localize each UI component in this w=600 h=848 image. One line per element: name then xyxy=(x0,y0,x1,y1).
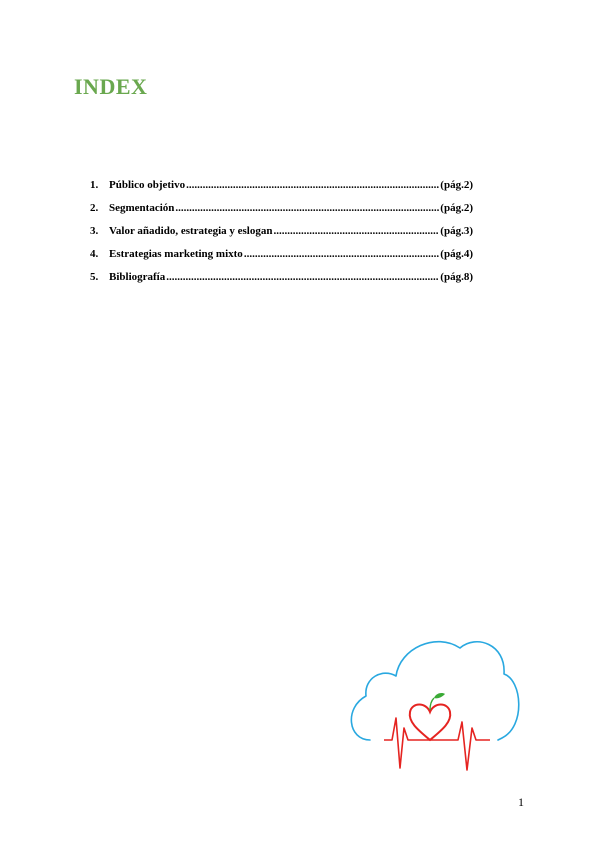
toc-item-3 xyxy=(90,226,473,249)
toc-item-4 xyxy=(90,249,473,272)
leaf-icon xyxy=(434,693,445,698)
toc-page-ref: (pág.2) xyxy=(440,202,473,214)
page-number: 1 xyxy=(518,795,524,809)
toc-item-2 xyxy=(90,203,473,226)
toc-page-ref: (pág.2) xyxy=(440,179,473,191)
toc-number: 2. xyxy=(90,202,99,214)
toc-leader-dots xyxy=(244,249,439,260)
toc-page-ref: (pág.4) xyxy=(440,248,473,260)
toc-label: Valor añadido, estrategia y eslogan xyxy=(109,225,273,237)
toc-leader-dots xyxy=(175,203,439,214)
toc-page-ref: (pág.3) xyxy=(440,225,473,237)
toc-number: 3. xyxy=(90,225,99,237)
toc-label: Bibliografía xyxy=(109,271,166,283)
toc-number: 5. xyxy=(90,271,99,283)
page-title: INDEX xyxy=(74,74,148,99)
toc-item-1 xyxy=(90,180,473,203)
toc-label: Segmentación xyxy=(109,202,175,214)
cloud-outline xyxy=(351,642,518,740)
cloud-heartbeat-logo xyxy=(340,630,522,776)
toc-number: 1. xyxy=(90,179,99,191)
toc-number: 4. xyxy=(90,248,99,260)
heartbeat-line xyxy=(384,718,490,770)
table-of-contents xyxy=(90,180,473,295)
toc-item-5 xyxy=(90,272,473,295)
toc-leader-dots xyxy=(186,180,439,191)
toc-page-ref: (pág.8) xyxy=(440,271,473,283)
toc-label: Estrategias marketing mixto xyxy=(109,248,243,260)
toc-label: Público objetivo xyxy=(109,179,186,191)
toc-leader-dots xyxy=(273,226,439,237)
toc-leader-dots xyxy=(166,272,439,283)
